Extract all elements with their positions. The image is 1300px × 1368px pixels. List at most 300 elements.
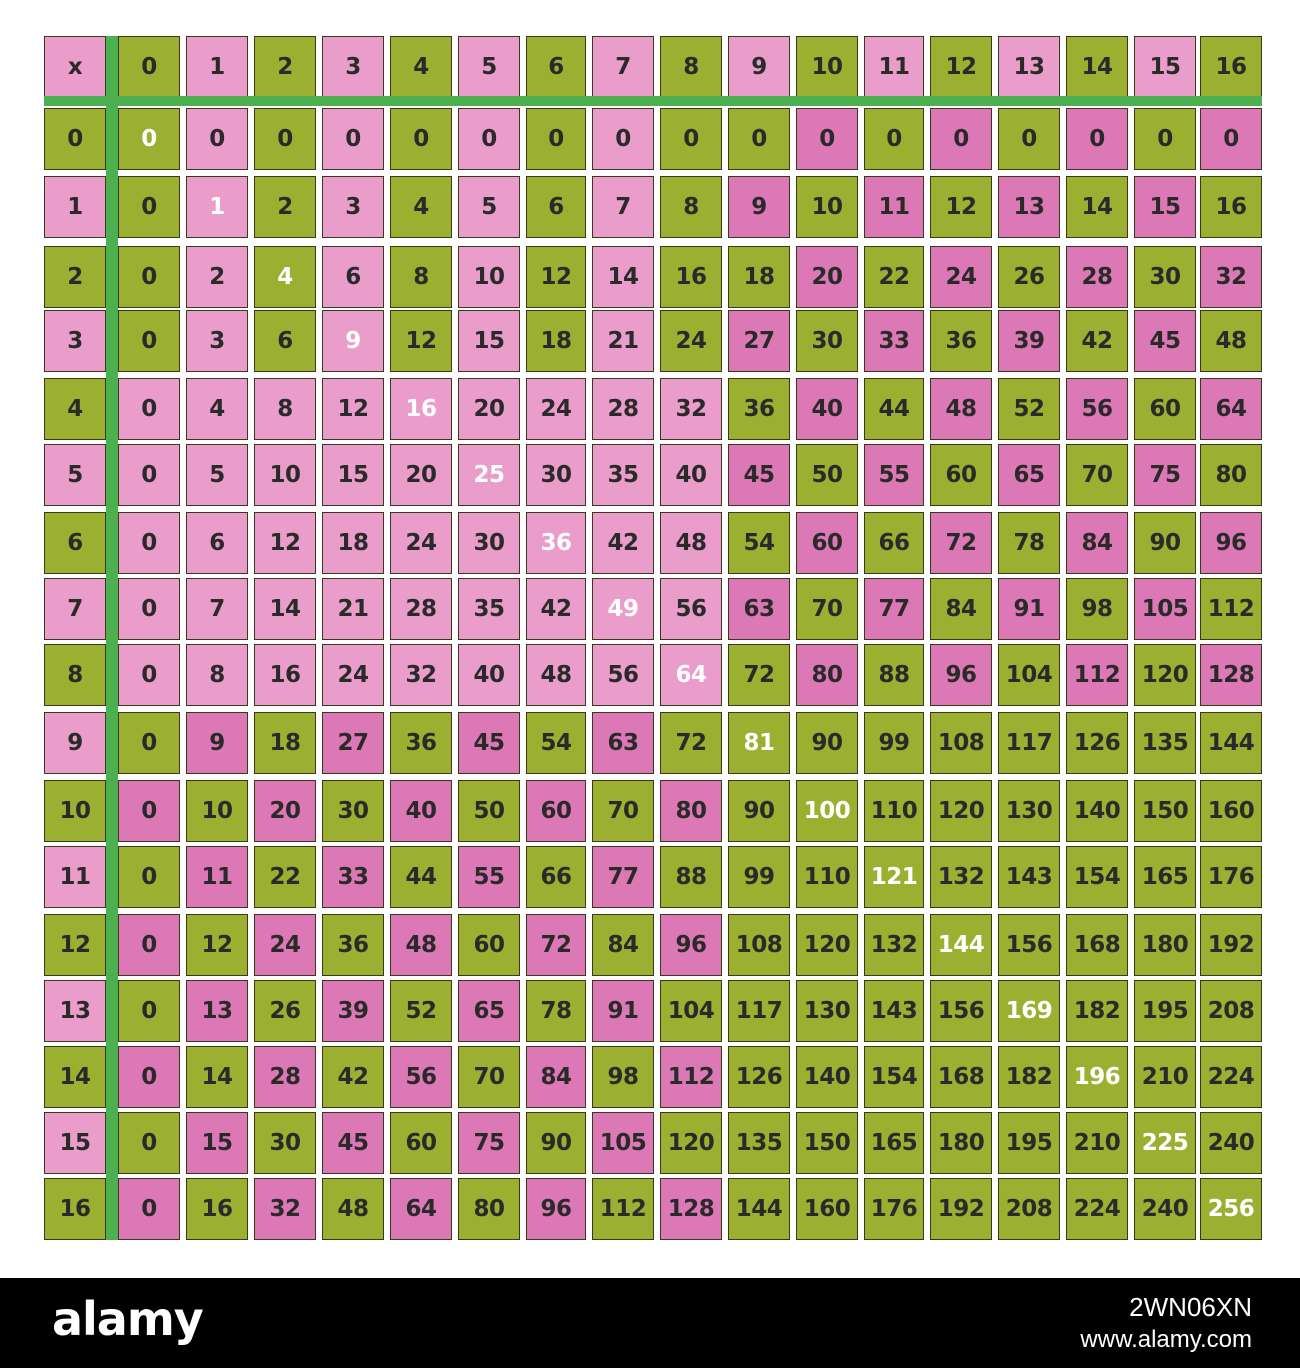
product-cell: 48 xyxy=(660,512,722,574)
product-cell: 27 xyxy=(322,712,384,774)
product-cell: 52 xyxy=(390,980,452,1042)
product-cell: 63 xyxy=(592,712,654,774)
product-cell: 104 xyxy=(660,980,722,1042)
product-cell: 144 xyxy=(1200,712,1262,774)
product-cell: 60 xyxy=(930,444,992,506)
product-cell: 52 xyxy=(998,378,1060,440)
square-cell: 25 xyxy=(458,444,520,506)
product-cell: 75 xyxy=(458,1112,520,1174)
product-cell: 0 xyxy=(118,780,180,842)
product-cell: 27 xyxy=(728,310,790,372)
product-cell: 84 xyxy=(526,1046,586,1108)
row-header: 12 xyxy=(44,914,106,976)
column-header: 14 xyxy=(1066,36,1128,98)
product-cell: 11 xyxy=(864,176,924,238)
product-cell: 18 xyxy=(526,310,586,372)
column-header: 1 xyxy=(186,36,248,98)
product-cell: 182 xyxy=(998,1046,1060,1108)
column-header: 9 xyxy=(728,36,790,98)
product-cell: 30 xyxy=(254,1112,316,1174)
row-header: 15 xyxy=(44,1112,106,1174)
product-cell: 0 xyxy=(118,444,180,506)
product-cell: 210 xyxy=(1134,1046,1196,1108)
product-cell: 130 xyxy=(998,780,1060,842)
product-cell: 99 xyxy=(864,712,924,774)
product-cell: 48 xyxy=(930,378,992,440)
row-header: 9 xyxy=(44,712,106,774)
product-cell: 9 xyxy=(186,712,248,774)
product-cell: 156 xyxy=(930,980,992,1042)
product-cell: 28 xyxy=(1066,246,1128,308)
product-cell: 126 xyxy=(1066,712,1128,774)
product-cell: 10 xyxy=(254,444,316,506)
product-cell: 135 xyxy=(1134,712,1196,774)
square-cell: 169 xyxy=(998,980,1060,1042)
square-cell: 100 xyxy=(796,780,858,842)
product-cell: 78 xyxy=(526,980,586,1042)
product-cell: 80 xyxy=(1200,444,1262,506)
product-cell: 8 xyxy=(390,246,452,308)
product-cell: 60 xyxy=(458,914,520,976)
footer-bar xyxy=(0,1278,1300,1368)
product-cell: 14 xyxy=(592,246,654,308)
product-cell: 24 xyxy=(254,914,316,976)
product-cell: 99 xyxy=(728,846,790,908)
product-cell: 150 xyxy=(796,1112,858,1174)
product-cell: 66 xyxy=(864,512,924,574)
product-cell: 7 xyxy=(592,176,654,238)
product-cell: 90 xyxy=(796,712,858,774)
product-cell: 20 xyxy=(796,246,858,308)
product-cell: 77 xyxy=(864,578,924,640)
site-url: www.alamy.com xyxy=(1080,1326,1252,1353)
row-header: 1 xyxy=(44,176,106,238)
product-cell: 0 xyxy=(118,1112,180,1174)
product-cell: 91 xyxy=(998,578,1060,640)
row-header: 8 xyxy=(44,644,106,706)
product-cell: 160 xyxy=(796,1178,858,1240)
product-cell: 11 xyxy=(186,846,248,908)
product-cell: 108 xyxy=(930,712,992,774)
product-cell: 16 xyxy=(186,1178,248,1240)
product-cell: 0 xyxy=(118,512,180,574)
product-cell: 240 xyxy=(1200,1112,1262,1174)
product-cell: 90 xyxy=(728,780,790,842)
product-cell: 182 xyxy=(1066,980,1128,1042)
product-cell: 0 xyxy=(1200,108,1262,170)
square-cell: 121 xyxy=(864,846,924,908)
product-cell: 0 xyxy=(118,914,180,976)
product-cell: 0 xyxy=(592,108,654,170)
product-cell: 91 xyxy=(592,980,654,1042)
product-cell: 42 xyxy=(592,512,654,574)
product-cell: 0 xyxy=(186,108,248,170)
product-cell: 14 xyxy=(1066,176,1128,238)
corner-label: x xyxy=(44,36,106,98)
product-cell: 4 xyxy=(186,378,248,440)
product-cell: 154 xyxy=(864,1046,924,1108)
product-cell: 96 xyxy=(1200,512,1262,574)
product-cell: 98 xyxy=(1066,578,1128,640)
product-cell: 30 xyxy=(526,444,586,506)
product-cell: 30 xyxy=(796,310,858,372)
product-cell: 8 xyxy=(186,644,248,706)
product-cell: 84 xyxy=(930,578,992,640)
product-cell: 0 xyxy=(254,108,316,170)
product-cell: 54 xyxy=(526,712,586,774)
square-cell: 4 xyxy=(254,246,316,308)
product-cell: 14 xyxy=(254,578,316,640)
product-cell: 70 xyxy=(796,578,858,640)
square-cell: 81 xyxy=(728,712,790,774)
product-cell: 80 xyxy=(660,780,722,842)
product-cell: 10 xyxy=(458,246,520,308)
product-cell: 105 xyxy=(592,1112,654,1174)
square-cell: 1 xyxy=(186,176,248,238)
product-cell: 6 xyxy=(322,246,384,308)
product-cell: 24 xyxy=(660,310,722,372)
product-cell: 48 xyxy=(1200,310,1262,372)
square-cell: 0 xyxy=(118,108,180,170)
product-cell: 140 xyxy=(796,1046,858,1108)
row-header: 14 xyxy=(44,1046,106,1108)
product-cell: 208 xyxy=(998,1178,1060,1240)
product-cell: 45 xyxy=(458,712,520,774)
product-cell: 130 xyxy=(796,980,858,1042)
product-cell: 20 xyxy=(458,378,520,440)
product-cell: 88 xyxy=(864,644,924,706)
product-cell: 224 xyxy=(1066,1178,1128,1240)
product-cell: 4 xyxy=(390,176,452,238)
product-cell: 16 xyxy=(254,644,316,706)
product-cell: 112 xyxy=(1200,578,1262,640)
column-header: 10 xyxy=(796,36,858,98)
product-cell: 24 xyxy=(930,246,992,308)
product-cell: 13 xyxy=(186,980,248,1042)
product-cell: 128 xyxy=(660,1178,722,1240)
square-cell: 49 xyxy=(592,578,654,640)
product-cell: 42 xyxy=(1066,310,1128,372)
product-cell: 54 xyxy=(728,512,790,574)
product-cell: 195 xyxy=(1134,980,1196,1042)
product-cell: 8 xyxy=(660,176,722,238)
product-cell: 72 xyxy=(660,712,722,774)
product-cell: 0 xyxy=(118,1046,180,1108)
product-cell: 120 xyxy=(796,914,858,976)
product-cell: 0 xyxy=(118,578,180,640)
product-cell: 126 xyxy=(728,1046,790,1108)
product-cell: 112 xyxy=(592,1178,654,1240)
product-cell: 0 xyxy=(118,712,180,774)
product-cell: 208 xyxy=(1200,980,1262,1042)
product-cell: 0 xyxy=(118,176,180,238)
product-cell: 240 xyxy=(1134,1178,1196,1240)
product-cell: 0 xyxy=(458,108,520,170)
product-cell: 10 xyxy=(186,780,248,842)
product-cell: 104 xyxy=(998,644,1060,706)
product-cell: 36 xyxy=(728,378,790,440)
product-cell: 40 xyxy=(660,444,722,506)
column-header: 6 xyxy=(526,36,586,98)
product-cell: 0 xyxy=(118,378,180,440)
product-cell: 32 xyxy=(390,644,452,706)
column-header: 0 xyxy=(118,36,180,98)
product-cell: 110 xyxy=(796,846,858,908)
product-cell: 6 xyxy=(186,512,248,574)
product-cell: 143 xyxy=(864,980,924,1042)
product-cell: 84 xyxy=(1066,512,1128,574)
product-cell: 45 xyxy=(1134,310,1196,372)
product-cell: 56 xyxy=(592,644,654,706)
product-cell: 60 xyxy=(1134,378,1196,440)
product-cell: 60 xyxy=(390,1112,452,1174)
product-cell: 192 xyxy=(1200,914,1262,976)
product-cell: 12 xyxy=(186,914,248,976)
product-cell: 50 xyxy=(458,780,520,842)
row-header: 11 xyxy=(44,846,106,908)
product-cell: 160 xyxy=(1200,780,1262,842)
product-cell: 72 xyxy=(930,512,992,574)
product-cell: 36 xyxy=(322,914,384,976)
product-cell: 132 xyxy=(930,846,992,908)
product-cell: 96 xyxy=(526,1178,586,1240)
product-cell: 128 xyxy=(1200,644,1262,706)
column-header: 8 xyxy=(660,36,722,98)
product-cell: 0 xyxy=(118,246,180,308)
product-cell: 39 xyxy=(998,310,1060,372)
product-cell: 12 xyxy=(254,512,316,574)
alamy-logo: alamy xyxy=(52,1292,203,1346)
image-id: 2WN06XN xyxy=(1129,1292,1252,1322)
product-cell: 0 xyxy=(526,108,586,170)
product-cell: 44 xyxy=(390,846,452,908)
product-cell: 48 xyxy=(390,914,452,976)
row-header: 6 xyxy=(44,512,106,574)
column-header: 12 xyxy=(930,36,992,98)
product-cell: 35 xyxy=(458,578,520,640)
product-cell: 0 xyxy=(118,644,180,706)
product-cell: 65 xyxy=(998,444,1060,506)
product-cell: 144 xyxy=(728,1178,790,1240)
product-cell: 80 xyxy=(796,644,858,706)
product-cell: 18 xyxy=(254,712,316,774)
product-cell: 98 xyxy=(592,1046,654,1108)
product-cell: 30 xyxy=(322,780,384,842)
product-cell: 21 xyxy=(592,310,654,372)
product-cell: 30 xyxy=(458,512,520,574)
product-cell: 26 xyxy=(254,980,316,1042)
product-cell: 120 xyxy=(660,1112,722,1174)
square-cell: 16 xyxy=(390,378,452,440)
product-cell: 112 xyxy=(1066,644,1128,706)
product-cell: 33 xyxy=(864,310,924,372)
product-cell: 0 xyxy=(728,108,790,170)
row-header: 2 xyxy=(44,246,106,308)
product-cell: 0 xyxy=(118,1178,180,1240)
product-cell: 64 xyxy=(390,1178,452,1240)
square-cell: 64 xyxy=(660,644,722,706)
product-cell: 112 xyxy=(660,1046,722,1108)
product-cell: 120 xyxy=(1134,644,1196,706)
product-cell: 15 xyxy=(1134,176,1196,238)
product-cell: 165 xyxy=(864,1112,924,1174)
column-header: 2 xyxy=(254,36,316,98)
product-cell: 63 xyxy=(728,578,790,640)
product-cell: 2 xyxy=(254,176,316,238)
column-header: 5 xyxy=(458,36,520,98)
product-cell: 0 xyxy=(1066,108,1128,170)
product-cell: 32 xyxy=(254,1178,316,1240)
product-cell: 12 xyxy=(322,378,384,440)
square-cell: 9 xyxy=(322,310,384,372)
product-cell: 108 xyxy=(728,914,790,976)
column-header: 13 xyxy=(998,36,1060,98)
product-cell: 56 xyxy=(660,578,722,640)
product-cell: 77 xyxy=(592,846,654,908)
square-cell: 144 xyxy=(930,914,992,976)
product-cell: 48 xyxy=(526,644,586,706)
product-cell: 18 xyxy=(322,512,384,574)
product-cell: 35 xyxy=(592,444,654,506)
product-cell: 33 xyxy=(322,846,384,908)
product-cell: 0 xyxy=(118,310,180,372)
column-header: 4 xyxy=(390,36,452,98)
product-cell: 18 xyxy=(728,246,790,308)
row-header: 16 xyxy=(44,1178,106,1240)
product-cell: 36 xyxy=(390,712,452,774)
product-cell: 105 xyxy=(1134,578,1196,640)
product-cell: 80 xyxy=(458,1178,520,1240)
product-cell: 12 xyxy=(390,310,452,372)
product-cell: 55 xyxy=(458,846,520,908)
product-cell: 180 xyxy=(1134,914,1196,976)
square-cell: 196 xyxy=(1066,1046,1128,1108)
product-cell: 78 xyxy=(998,512,1060,574)
product-cell: 28 xyxy=(254,1046,316,1108)
product-cell: 168 xyxy=(1066,914,1128,976)
product-cell: 154 xyxy=(1066,846,1128,908)
product-cell: 7 xyxy=(186,578,248,640)
column-header: 3 xyxy=(322,36,384,98)
product-cell: 50 xyxy=(796,444,858,506)
product-cell: 42 xyxy=(322,1046,384,1108)
product-cell: 30 xyxy=(1134,246,1196,308)
row-header: 7 xyxy=(44,578,106,640)
row-header: 3 xyxy=(44,310,106,372)
product-cell: 140 xyxy=(1066,780,1128,842)
product-cell: 45 xyxy=(322,1112,384,1174)
product-cell: 168 xyxy=(930,1046,992,1108)
product-cell: 110 xyxy=(864,780,924,842)
product-cell: 24 xyxy=(322,644,384,706)
product-cell: 84 xyxy=(592,914,654,976)
product-cell: 0 xyxy=(118,980,180,1042)
product-cell: 55 xyxy=(864,444,924,506)
product-cell: 156 xyxy=(998,914,1060,976)
product-cell: 132 xyxy=(864,914,924,976)
product-cell: 13 xyxy=(998,176,1060,238)
product-cell: 48 xyxy=(322,1178,384,1240)
product-cell: 96 xyxy=(930,644,992,706)
product-cell: 90 xyxy=(526,1112,586,1174)
product-cell: 12 xyxy=(526,246,586,308)
row-header: 4 xyxy=(44,378,106,440)
row-header: 5 xyxy=(44,444,106,506)
product-cell: 21 xyxy=(322,578,384,640)
product-cell: 24 xyxy=(526,378,586,440)
product-cell: 56 xyxy=(390,1046,452,1108)
product-cell: 96 xyxy=(660,914,722,976)
square-cell: 36 xyxy=(526,512,586,574)
product-cell: 0 xyxy=(796,108,858,170)
product-cell: 16 xyxy=(660,246,722,308)
product-cell: 24 xyxy=(390,512,452,574)
product-cell: 120 xyxy=(930,780,992,842)
row-header: 10 xyxy=(44,780,106,842)
product-cell: 26 xyxy=(998,246,1060,308)
product-cell: 60 xyxy=(526,780,586,842)
product-cell: 10 xyxy=(796,176,858,238)
product-cell: 45 xyxy=(728,444,790,506)
product-cell: 8 xyxy=(254,378,316,440)
product-cell: 42 xyxy=(526,578,586,640)
product-cell: 0 xyxy=(930,108,992,170)
product-cell: 165 xyxy=(1134,846,1196,908)
product-cell: 16 xyxy=(1200,176,1262,238)
product-cell: 39 xyxy=(322,980,384,1042)
product-cell: 0 xyxy=(864,108,924,170)
product-cell: 0 xyxy=(390,108,452,170)
product-cell: 150 xyxy=(1134,780,1196,842)
product-cell: 5 xyxy=(186,444,248,506)
product-cell: 6 xyxy=(526,176,586,238)
product-cell: 192 xyxy=(930,1178,992,1240)
column-header: 11 xyxy=(864,36,924,98)
row-header: 13 xyxy=(44,980,106,1042)
product-cell: 0 xyxy=(118,846,180,908)
product-cell: 65 xyxy=(458,980,520,1042)
product-cell: 9 xyxy=(728,176,790,238)
product-cell: 88 xyxy=(660,846,722,908)
column-header: 16 xyxy=(1200,36,1262,98)
product-cell: 75 xyxy=(1134,444,1196,506)
product-cell: 40 xyxy=(458,644,520,706)
product-cell: 6 xyxy=(254,310,316,372)
product-cell: 60 xyxy=(796,512,858,574)
product-cell: 224 xyxy=(1200,1046,1262,1108)
column-header: 7 xyxy=(592,36,654,98)
product-cell: 135 xyxy=(728,1112,790,1174)
product-cell: 32 xyxy=(660,378,722,440)
vertical-divider xyxy=(106,36,118,1240)
horizontal-divider xyxy=(44,96,1262,106)
product-cell: 40 xyxy=(796,378,858,440)
product-cell: 176 xyxy=(1200,846,1262,908)
product-cell: 195 xyxy=(998,1112,1060,1174)
row-header: 0 xyxy=(44,108,106,170)
product-cell: 0 xyxy=(1134,108,1196,170)
product-cell: 22 xyxy=(864,246,924,308)
product-cell: 44 xyxy=(864,378,924,440)
product-cell: 40 xyxy=(390,780,452,842)
product-cell: 64 xyxy=(1200,378,1262,440)
product-cell: 15 xyxy=(186,1112,248,1174)
product-cell: 15 xyxy=(322,444,384,506)
product-cell: 210 xyxy=(1066,1112,1128,1174)
product-cell: 28 xyxy=(390,578,452,640)
product-cell: 12 xyxy=(930,176,992,238)
product-cell: 70 xyxy=(1066,444,1128,506)
